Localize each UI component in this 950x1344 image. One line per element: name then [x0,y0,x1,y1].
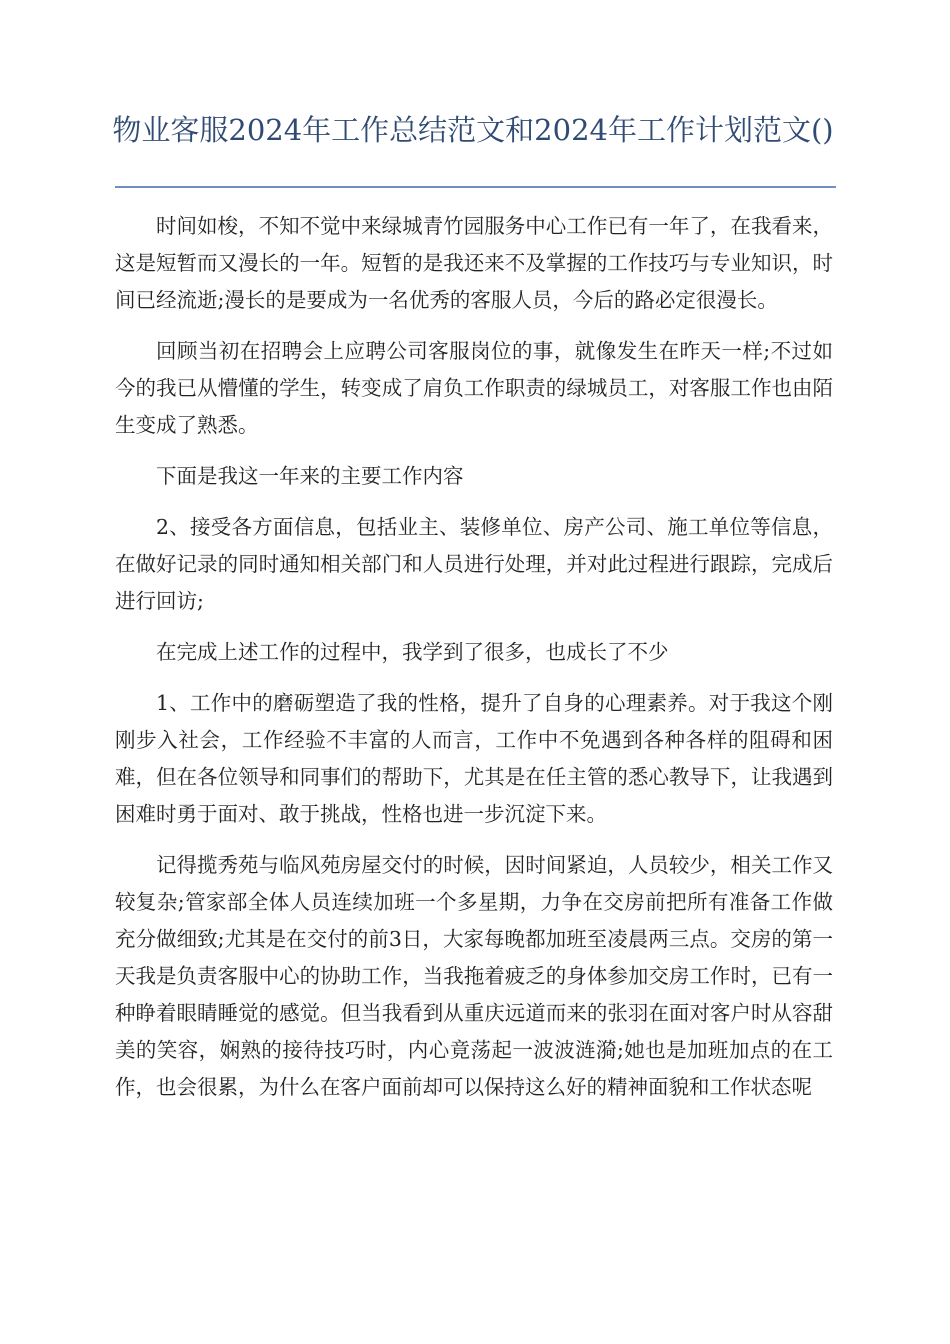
document-title: 物业客服2024年工作总结范文和2024年工作计划范文() [112,113,834,147]
paragraph: 在完成上述工作的过程中，我学到了很多，也成长了不少 [156,640,669,664]
paragraph: 2、接受各方面信息，包括业主、装修单位、房产公司、施工单位等信息，在做好记录的同时通知相关部门和人员进行处理，并对此过程进行跟踪，完成后进行回访; [115,515,833,613]
title-underline [115,186,836,188]
paragraph: 时间如梭，不知不觉中来绿城青竹园服务中心工作已有一年了，在我看来，这是短暂而又漫长的一年。短暂的是我还来不及掌握的工作技巧与专业知识，时间已经流逝;漫长的是要成为一名优秀的客服人员，今后的路必定很漫长。 [115,214,833,312]
paragraph: 回顾当初在招聘会上应聘公司客服岗位的事，就像发生在昨天一样;不过如今的我已从懵懂的学生，转变成了肩负工作职责的绿城员工，对客服工作也由陌生变成了熟悉。 [115,339,833,437]
document-body [115,208,833,1120]
paragraph: 下面是我这一年来的主要工作内容 [156,464,464,488]
paragraph: 1、工作中的磨砺塑造了我的性格，提升了自身的心理素养。对于我这个刚刚步入社会，工作经验不丰富的人而言，工作中不免遇到各种各样的阻碍和困难，但在各位领导和同事们的帮助下，尤其是在任主管的悉心教导下，让我遇到困难时勇于面对、敢于挑战，性格也进一步沉淀下来。 [115,691,833,826]
paragraph: 记得揽秀苑与临风苑房屋交付的时候，因时间紧迫，人员较少，相关工作又较复杂;管家部全体人员连续加班一个多星期，力争在交房前把所有准备工作做充分做细致;尤其是在交付的前3日，大家每晚都加班至凌晨两三点。交房的第一天我是负责客服中心的协助工作，当我拖着疲乏的身体参加交房工作时，已有一种睁着眼睛睡觉的感觉。但当我看到从重庆远道而来的张羽在面对客户时从容甜美的笑容，娴熟的接待技巧时，内心竟荡起一波波涟漪;她也是加班加点的在工作，也会很累，为什么在客户面前却可以保持这么好的精神面貌和工作状态呢 [115,853,833,1099]
